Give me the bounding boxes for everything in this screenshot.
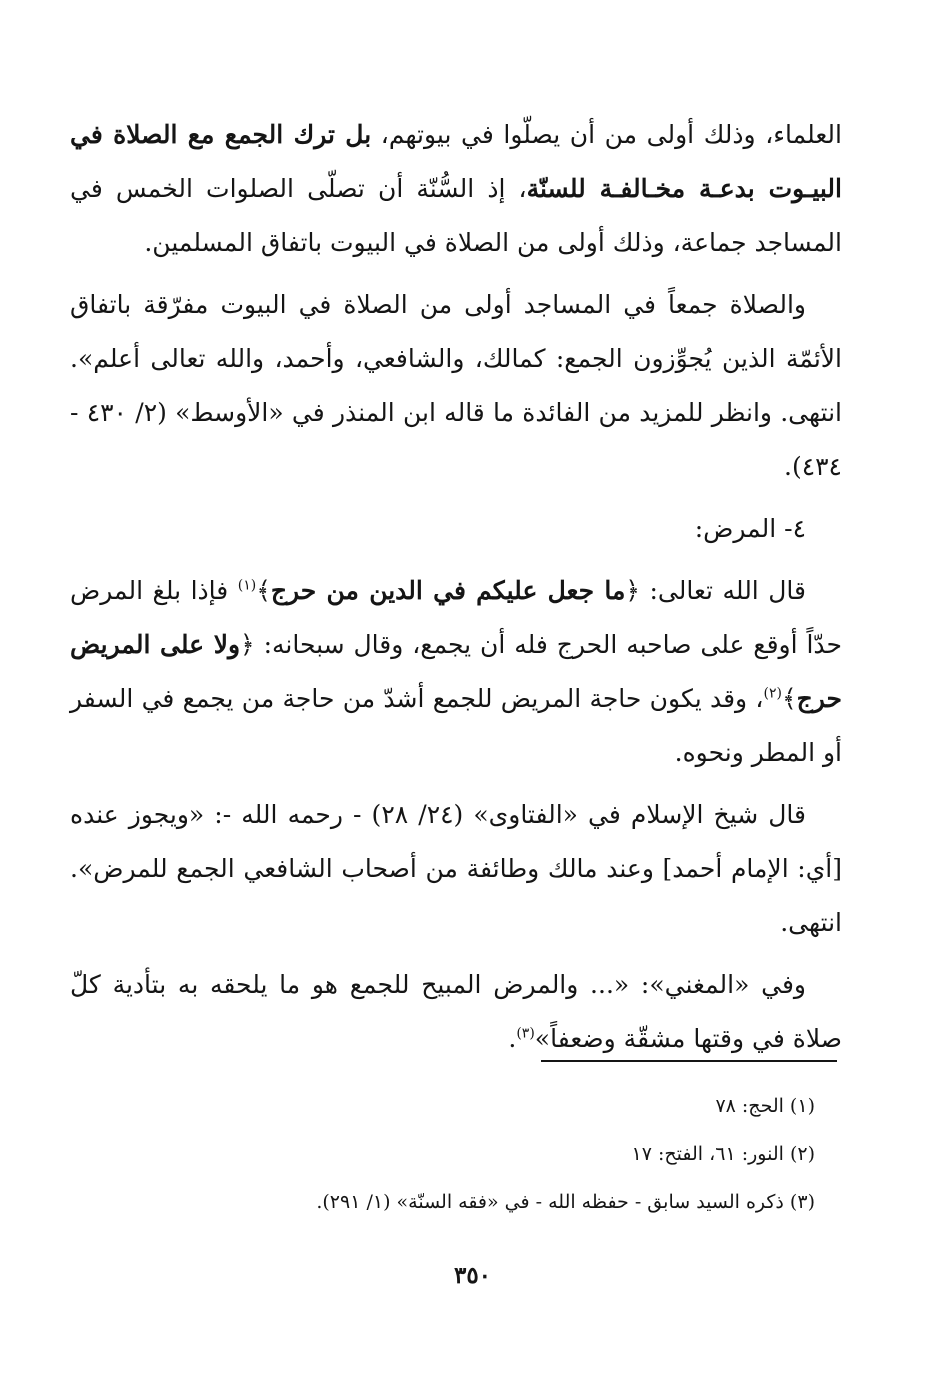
p3-text-3: ، وقد يكون حاجة المريض للجمع أشدّ من حاجة من يجمع في السفر أو المطر ونحوه. <box>70 684 842 767</box>
footnote-ref-3[interactable]: (٣) <box>516 1025 535 1042</box>
main-text <box>70 108 842 1074</box>
p3-bracket-1: ﴾ <box>256 576 271 605</box>
footnote-separator <box>541 1060 837 1062</box>
footnote-1: (١) الحج: ٧٨ <box>715 1095 815 1117</box>
paragraph-1 <box>70 108 842 270</box>
p3-text-2: فإذا بلغ المرض حدّاً أوقع على صاحبه الحرج فله أن يجمع، وقال سبحانه: ﴿ <box>70 576 842 659</box>
section-heading-illness: ٤- المرض: <box>694 514 806 543</box>
p5-period: . <box>508 1024 517 1053</box>
footnotes <box>120 1082 815 1226</box>
p3-bracket-2: ﴾ <box>781 684 797 713</box>
page-number: ٣٥٠ <box>453 1262 492 1289</box>
paragraph-5 <box>70 958 842 1066</box>
p1-text-start: العلماء، وذلك أولى من أن يصلّوا في بيوتهم، <box>371 120 842 149</box>
footnote-ref-1[interactable]: (١) <box>237 577 257 594</box>
paragraph-4: قال شيخ الإسلام في «الفتاوى» (٢٤/ ٢٨) - رحمه الله -: «ويجوز عنده [أي: الإمام أحمد] وعند مالك وطائفة من أصحاب الشافعي الجمع للمرض». انتهى. <box>70 800 842 937</box>
p3-quran-verse-2: ولا على المريض حرج <box>70 630 842 713</box>
p3-text-1: قال الله تعالى: ﴿ <box>625 576 806 605</box>
footnote-ref-2[interactable]: (٢) <box>763 685 782 702</box>
paragraph-3 <box>70 564 842 780</box>
p1-text-end: ، إذ السُّنّة أن تصلّى الصلوات الخمس في المساجد جماعة، وذلك أولى من الصلاة في البيوت باتفاق المسلمين. <box>70 174 842 257</box>
p5-text: وفي «المغني»: «... والمرض المبيح للجمع هو ما يلحقه به بتأدية كلّ صلاة في وقتها مشقّة وضعفاً» <box>70 970 842 1053</box>
footnote-3: (٣) ذكره السيد سابق - حفظه الله - في «فقه السنّة» (١/ ٢٩١). <box>316 1191 815 1213</box>
paragraph-2: والصلاة جمعاً في المساجد أولى من الصلاة في البيوت مفرّقة باتفاق الأئمّة الذين يُجوِّزون الجمع: كمالك، والشافعي، وأحمد، والله تعالى أعلم». انتهى. وانظر للمزيد من الفائدة ما قاله ابن المنذر في «الأوسط» (٢/ ٤٣٠ - ٤٣٤). <box>70 290 842 481</box>
p3-quran-verse-1: ما جعل عليكم في الدين من حرج <box>270 576 626 605</box>
p1-bold-phrase: بل ترك الجمع مع الصلاة في البيـوت بدعـة مخـالفـة للسنّة <box>70 120 843 203</box>
footnote-2: (٢) النور: ٦١، الفتح: ١٧ <box>631 1143 815 1165</box>
